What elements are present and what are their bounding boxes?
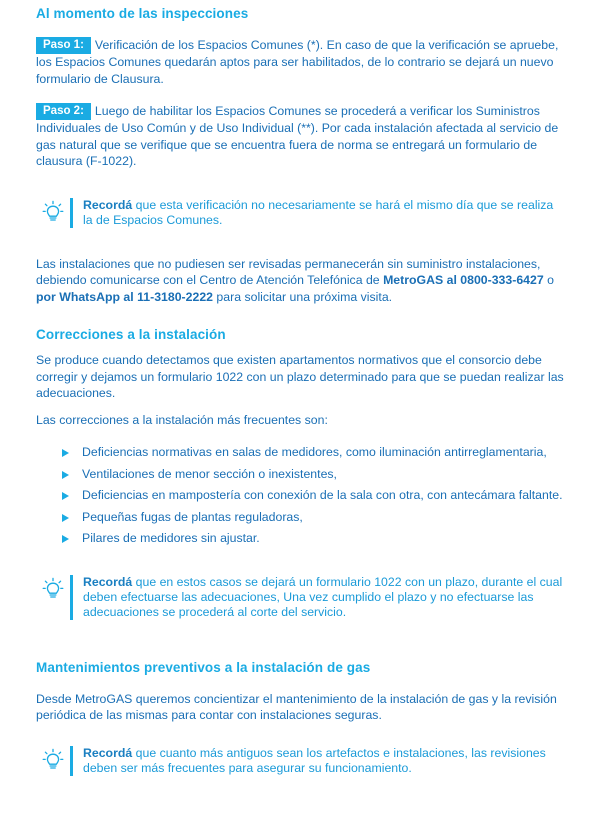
tip-body-maintenance: que cuanto más antiguos sean los artefactos e instalaciones, las revisiones deben ser más frecuentes para asegurar su funcionamiento. (83, 745, 546, 775)
tip-label-inspections: Recordá (83, 197, 133, 212)
section-title-corrections: Correcciones a la instalación (36, 327, 226, 342)
metrogas-phone: MetroGAS al 0800-333-6427 (383, 273, 544, 287)
tip-text-inspections (83, 198, 564, 228)
maintenance-paragraph: Desde MetroGAS queremos concientizar el mantenimiento de la instalación de gas y la revisión periódica de las mismas para contar con instalaciones seguras. (36, 691, 557, 722)
step-2-badge: Paso 2: (36, 103, 91, 120)
list-item: Deficiencias en mampostería con conexión de la sala con otra, con antecámara faltante. (62, 487, 564, 504)
whatsapp-phone: por WhatsApp al 11-3180-2222 (36, 289, 214, 304)
list-item: Pilares de medidores sin ajustar. (62, 530, 564, 547)
step-1 (36, 37, 564, 87)
list-item: Pequeñas fugas de plantas reguladoras, (62, 509, 564, 526)
section-title-inspections: Al momento de las inspecciones (36, 6, 249, 21)
closing-mid: o (543, 273, 554, 287)
tip-callout-maintenance (36, 746, 564, 776)
step-2-text: Luego de habilitar los Espacios Comunes se procederá a verificar los Suministros Individuales de Uso Común y de Uso Individual (**). Por cada instalación afectada al servicio de gas natural que se verifique que se encuentra fuera de norma se entregará un formulario de clausura (F-1022). (36, 104, 559, 168)
corrections-paragraph-1: Se produce cuando detectamos que existen apartamentos normativos que el consorcio debe corregir y dejamos un formulario 1022 con un plazo determinado para que se puedan realizar las adecuaciones. (36, 353, 564, 400)
tip-label-corrections: Recordá (83, 574, 133, 589)
tip-accent-bar (70, 575, 73, 620)
closing-text-1: Las instalaciones que no pudiesen ser revisadas permanecerán sin suministro instalaciones, debiendo comunicarse con el Centro de Atención Telefónica de (36, 256, 541, 287)
lightbulb-icon (36, 746, 70, 774)
section-title-maintenance: Mantenimientos preventivos a la instalación de gas (36, 659, 371, 675)
inspections-closing-paragraph (36, 256, 564, 306)
tip-body-inspections: que esta verificación no necesariamente se hará el mismo día que se realiza la de Espacios Comunes. (83, 197, 554, 227)
tip-label-maintenance: Recordá (83, 745, 133, 760)
tip-body-corrections: que en estos casos se dejará un formulario 1022 con un plazo, durante el cual deben efectuarse las adecuaciones, Una vez cumplido el plazo y no efectuarse las adecuaciones se procederá al corte del servicio. (83, 574, 563, 619)
tip-text-corrections (83, 575, 564, 620)
list-item: Deficiencias normativas en salas de medidores, como iluminación antirreglamentaria, (62, 444, 564, 461)
list-item: Ventilaciones de menor sección o inexistentes, (62, 466, 564, 483)
corrections-bullet-list (36, 444, 564, 547)
tip-accent-bar (70, 198, 73, 228)
step-2 (36, 103, 564, 170)
closing-text-2: para solicitar una próxima visita. (213, 289, 393, 304)
corrections-paragraph-2: Las correcciones a la instalación más frecuentes son: (36, 412, 328, 427)
lightbulb-icon (36, 575, 70, 603)
step-1-badge: Paso 1: (36, 37, 91, 54)
tip-callout-corrections (36, 575, 564, 620)
tip-accent-bar (70, 746, 73, 776)
tip-callout-inspections (36, 198, 564, 228)
lightbulb-icon (36, 198, 70, 226)
tip-text-maintenance (83, 746, 564, 776)
step-1-text: Verificación de los Espacios Comunes (*). En caso de que la verificación se apruebe, los Espacios Comunes quedarán aptos para ser habilitados, de lo contrario se dejará un nuevo formulario de Clausura. (36, 38, 559, 86)
